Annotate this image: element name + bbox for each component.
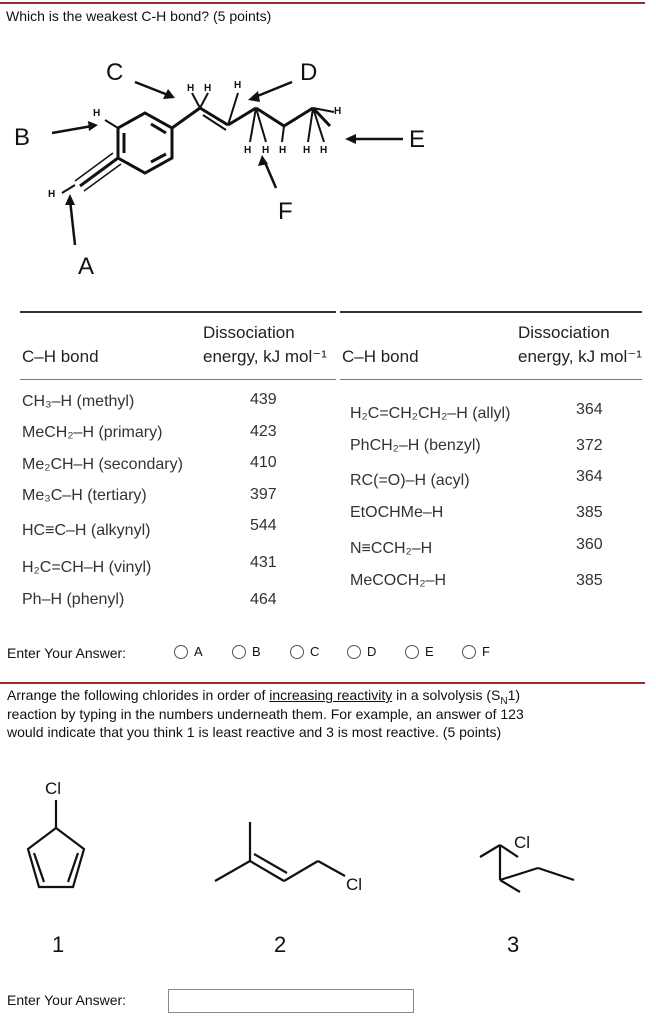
question-2-line-2: reaction by typing in the numbers underneath them. For example, an answer of 123 [7, 706, 524, 722]
table-left-header-rule [20, 379, 336, 380]
answer-label-q2: Enter Your Answer: [7, 992, 127, 1008]
chlorine-label: Cl [514, 833, 531, 852]
table-row-energy: 410 [250, 454, 277, 471]
table-row-bond: H₂C=CH–H (vinyl) [22, 559, 152, 576]
table-row-energy: 439 [250, 391, 277, 408]
ring-h-bond [105, 120, 118, 128]
molecule-label-3: 3 [507, 932, 520, 957]
table-row-bond: H₂C=CH₂CH₂–H (allyl) [350, 405, 511, 422]
atom-h: H [279, 145, 287, 156]
table-row-bond: CH₃–H (methyl) [22, 393, 135, 410]
table-row-energy: 360 [576, 536, 603, 553]
table-left-header-energy-1: Dissociation [203, 323, 295, 342]
radio-circle[interactable] [232, 645, 246, 659]
table-left-header-bond: C–H bond [22, 347, 99, 366]
radio-circle[interactable] [290, 645, 304, 659]
radio-label: C [310, 644, 320, 659]
molecule-diagram-1 [0, 0, 656, 300]
benzene-ring [118, 113, 172, 173]
table-row-bond: Ph–H (phenyl) [22, 591, 125, 608]
radio-option-d[interactable] [347, 644, 376, 659]
table-row-bond: MeCH₂–H (primary) [22, 424, 163, 441]
radio-label: E [425, 644, 434, 659]
table-right-top-rule [340, 311, 642, 313]
table-right-header-rule [340, 379, 642, 380]
table-row-bond: PhCH₂–H (benzyl) [350, 437, 481, 454]
table-row-energy: 423 [250, 423, 277, 440]
atom-h: H [320, 145, 328, 156]
ring-double-bond [151, 124, 166, 133]
table-right-header-bond: C–H bond [342, 347, 419, 366]
radio-label: A [194, 644, 203, 659]
atom-h: H [262, 145, 270, 156]
label-e: E [409, 126, 426, 153]
table-row-bond: N≡CCH₂–H [350, 540, 433, 557]
table-row-bond: HC≡C–H (alkynyl) [22, 522, 151, 539]
atom-h: H [244, 145, 252, 156]
chain-bond [284, 108, 313, 126]
atom-h: H [234, 80, 242, 91]
table-right-header-energy-2: energy, kJ mol⁻¹ [518, 347, 642, 366]
alkyne-h-bond [62, 185, 75, 193]
table-row-energy: 397 [250, 486, 277, 503]
atom-h: H [93, 108, 101, 119]
atom-h: H [48, 189, 56, 200]
radio-circle[interactable] [174, 645, 188, 659]
table-row-bond: Me₃C–H (tertiary) [22, 487, 147, 504]
label-a: A [78, 253, 95, 280]
chain-bond [172, 108, 200, 128]
label-d: D [300, 59, 318, 86]
table-row-energy: 544 [250, 517, 277, 534]
answer-text-input[interactable] [168, 989, 414, 1013]
answer-label-q1: Enter Your Answer: [7, 645, 127, 661]
question-2-line-3: would indicate that you think 1 is least reactive and 3 is most reactive. (5 points) [7, 724, 502, 740]
atom-h: H [187, 83, 195, 94]
question-divider [0, 682, 645, 684]
table-left-top-rule [20, 311, 336, 313]
chlorine-label: Cl [45, 779, 62, 798]
table-row-energy: 431 [250, 554, 277, 571]
table-row-bond: RC(=O)–H (acyl) [350, 472, 470, 489]
table-row-energy: 364 [576, 401, 603, 418]
table-left-header-energy-2: energy, kJ mol⁻¹ [203, 347, 327, 366]
label-c: C [106, 59, 124, 86]
table-row-bond: EtOCHMe–H [350, 504, 444, 521]
table-row-energy: 464 [250, 591, 277, 608]
table-row-energy: 385 [576, 572, 603, 589]
table-row-bond: Me₂CH–H (secondary) [22, 456, 183, 473]
radio-label: F [482, 644, 490, 659]
radio-option-b[interactable] [232, 644, 261, 659]
label-b: B [14, 124, 31, 151]
chlorine-label: Cl [346, 875, 363, 894]
molecule-label-1: 1 [52, 932, 65, 957]
radio-circle[interactable] [405, 645, 419, 659]
radio-circle[interactable] [462, 645, 476, 659]
radio-option-f[interactable] [462, 644, 490, 659]
radio-option-e[interactable] [405, 644, 434, 659]
molecule-label-2: 2 [274, 932, 287, 957]
label-f: F [278, 198, 293, 225]
question-2-line-1: Arrange the following chlorides in order of increasing reactivity in a solvolysis $(S_N1)$ [7, 687, 521, 707]
radio-label: D [367, 644, 377, 659]
ring-double-bond [151, 154, 166, 162]
table-row-energy: 364 [576, 468, 603, 485]
table-row-energy: 385 [576, 504, 603, 521]
question-1-title: Which is the weakest C-H bond? (5 points) [6, 8, 272, 24]
radio-label: B [252, 644, 261, 659]
alkyne-bond [80, 158, 118, 186]
table-right-header-energy-1: Dissociation [518, 323, 610, 342]
table-row-bond: MeCOCH₂–H [350, 572, 446, 589]
radio-circle[interactable] [347, 645, 361, 659]
atom-h: H [334, 106, 342, 117]
chlorides-diagram [0, 770, 656, 970]
table-row-energy: 372 [576, 437, 603, 454]
atom-h: H [303, 145, 311, 156]
atom-h: H [204, 83, 212, 94]
radio-option-c[interactable] [290, 644, 319, 659]
radio-option-a[interactable] [174, 644, 203, 659]
